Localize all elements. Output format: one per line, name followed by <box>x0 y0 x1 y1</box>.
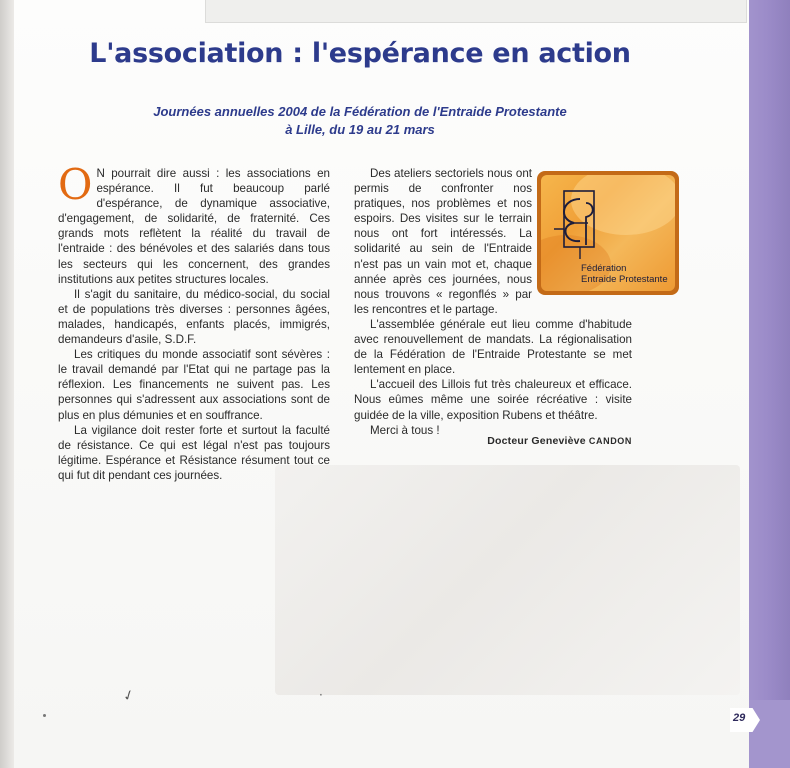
article-paragraph: Il s'agit du sanitaire, du médico-social, du social et de populations très diverses : personnes âgées, malades, handicapés, enfants placés, immigrés, demandeurs d'asile, S.D.F. <box>58 287 330 347</box>
author-first-name: Docteur Geneviève <box>487 435 586 447</box>
article-paragraph: L'assemblée générale eut lieu comme d'habitude avec renouvellement de mandats. La régionalisation de la Fédération de l'Entraide Protestante se met lentement en place. <box>354 317 632 377</box>
ink-dot <box>43 714 46 717</box>
subtitle-line: Journées annuelles 2004 de la Fédération de l'Entraide Protestante <box>153 104 567 119</box>
top-frame <box>205 0 747 23</box>
page-title: L'association : l'espérance en action <box>89 38 631 69</box>
page-subtitle <box>40 103 680 139</box>
logo-line: Entraide Protestante <box>581 274 668 285</box>
logo-line: Fédération <box>581 263 627 274</box>
article-paragraph: La vigilance doit rester forte et surtout la faculté de résistance. Ce qui est légal n'est pas toujours légitime. Espérance et Résistance résument tout ce qui fut dit pendant ces journées. <box>58 423 330 482</box>
logo-background <box>541 175 675 291</box>
drop-cap: O <box>58 160 93 209</box>
logo-text <box>581 263 675 285</box>
federation-logo <box>537 171 679 295</box>
article-paragraph: Des ateliers sectoriels nous ont permis de confronter nos pratiques, nos problèmes et nos espoirs. Des visites sur le terrain nous ont fort intéressés. La solidarité au sein de l'Entraide n'est pas un vain mot et, chaque année après ces journées, nous nous trouvons « regonflés » par les rencontres et le partage. <box>354 167 532 316</box>
faded-background-photo <box>275 465 740 695</box>
article-paragraph <box>58 160 330 287</box>
author-last-name: CANDON <box>588 436 632 446</box>
author-signature <box>470 435 632 447</box>
subtitle-line: à Lille, du 19 au 21 mars <box>285 122 435 137</box>
ink-mark: ✓ <box>120 686 138 706</box>
paragraph-text: N pourrait dire aussi : les associations en espérance. Il fut beaucoup parlé d'espérance, de dynamique associative, d'engagement, de solidarité, de fraternité. Ces grands mots reflètent la réalité du travail de l'entraide : des bénévoles et des salariés dans tous les secteurs qui les concernent, des grandes institutions aux petites structures locales. <box>58 167 330 286</box>
page-number: 29 <box>733 712 746 724</box>
page-gutter <box>0 0 14 768</box>
article-paragraph: Les critiques du monde associatif sont sévères : le travail demandé par l'Etat qui ne partage pas la réflexion. Les financements ne suivent pas. Les personnes qui s'adressent aux associations sont de plus en plus démunies et en souffrance. <box>58 348 330 422</box>
fep-monogram-icon <box>550 189 602 261</box>
ink-mark: · <box>319 688 323 702</box>
article-column-left <box>58 160 330 483</box>
article-paragraph: Merci à tous ! <box>370 423 440 437</box>
article-paragraph: L'accueil des Lillois fut très chaleureux et efficace. Nous eûmes même une soirée récréative : visite guidée de la ville, exposition Rubens et théâtre. <box>354 378 632 422</box>
